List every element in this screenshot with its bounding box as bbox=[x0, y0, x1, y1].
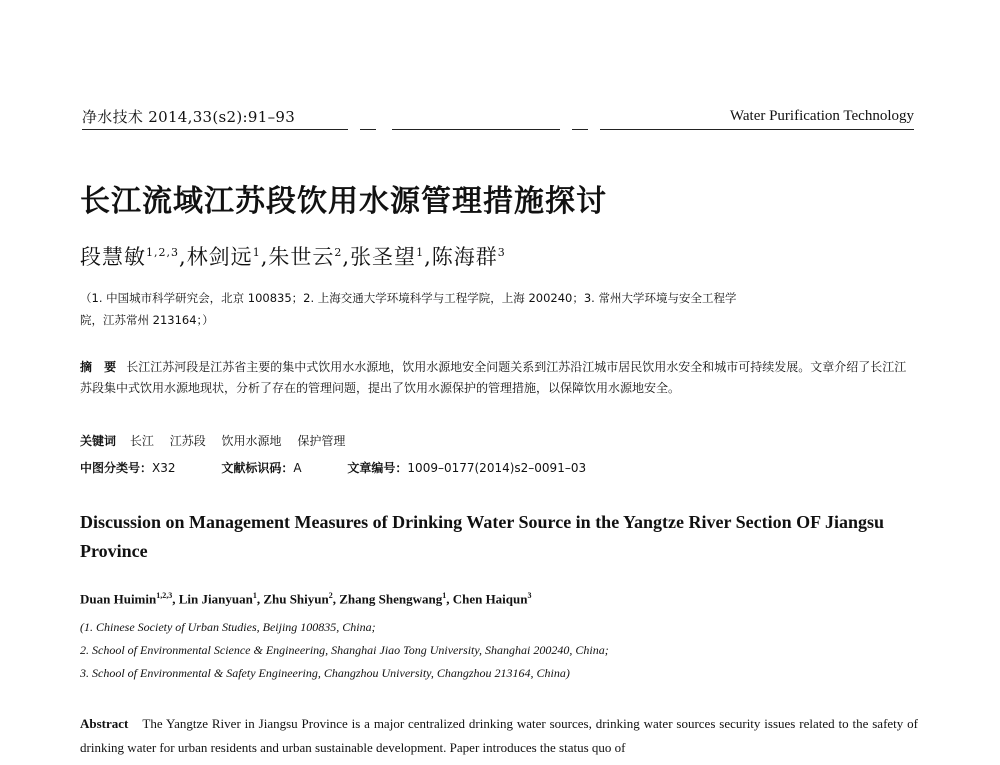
author-affil-ref: 1 bbox=[252, 246, 261, 259]
en-affiliation-line: 3. School of Environmental & Safety Engineering, Changzhou University, Changzhou 213164, China) bbox=[80, 666, 570, 680]
cn-title: 长江流域江苏段饮用水源管理措施探讨 bbox=[80, 184, 607, 219]
clc-number bbox=[80, 459, 176, 476]
en-affiliations bbox=[80, 616, 609, 685]
author-name: 林剑远 bbox=[186, 245, 253, 269]
author-name: 段慧敏 bbox=[80, 245, 146, 269]
journal-header bbox=[82, 106, 914, 132]
header-rule-gap bbox=[560, 127, 572, 132]
cn-keywords-label: 关键词 bbox=[80, 434, 117, 448]
author-affil-ref: 2 bbox=[334, 246, 343, 259]
en-abstract-text: The Yangtze River in Jiangsu Province is a major centralized drinking water sources, drinking water sources security issues related to the safety of drinking water for urban residents and urban sustainable development. Paper introduces the status quo of bbox=[80, 716, 918, 755]
cn-abstract bbox=[80, 357, 918, 399]
article-number bbox=[347, 459, 586, 476]
en-affiliation-line: 2. School of Environmental Science & Engineering, Shanghai Jiao Tong University, Shanghai 200240, China; bbox=[80, 643, 609, 657]
cn-keywords bbox=[80, 432, 357, 449]
keyword: 饮用水源地 bbox=[221, 434, 282, 448]
en-affiliation-line: (1. Chinese Society of Urban Studies, Beijing 100835, China; bbox=[80, 620, 376, 634]
article-number-value: 1009–0177(2014)s2–0091–03 bbox=[407, 461, 587, 475]
header-rule-gap bbox=[376, 127, 392, 132]
cn-affiliation-line: 院，江苏常州 213164；） bbox=[80, 313, 214, 327]
cn-abstract-text: 长江江苏河段是江苏省主要的集中式饮用水水源地，饮用水源地安全问题关系到江苏沿江城市居民饮用水安全和城市可持续发展。文章介绍了长江江苏段集中式饮用水源地现状，分析了存在的管理问题，提出了饮用水源保护的管理措施，以保障饮用水源地安全。 bbox=[80, 360, 907, 395]
journal-name: Water Purification Technology bbox=[729, 108, 914, 124]
keyword: 江苏段 bbox=[169, 434, 206, 448]
cn-authors: 段慧敏$^{1,2,3}$,林剑远$^1$,朱世云$^2$,张圣望$^1$,陈海群$^3$ bbox=[80, 245, 506, 269]
author-name: Chen Haiqun bbox=[452, 591, 528, 607]
keyword: 长江 bbox=[129, 434, 154, 448]
doc-code bbox=[221, 459, 301, 476]
doc-code-label: 文献标识码： bbox=[221, 461, 294, 475]
keyword: 保护管理 bbox=[297, 434, 346, 448]
clc-label: 中图分类号： bbox=[80, 461, 153, 475]
author-name: Zhang Shengwang bbox=[339, 591, 443, 607]
en-abstract bbox=[80, 712, 918, 760]
author-affil-ref: 1,2,3 bbox=[146, 246, 179, 259]
author-name: 陈海群 bbox=[431, 245, 498, 269]
cn-affiliation-line: （1. 中国城市科学研究会，北京 100835；2. 上海交通大学环境科学与工程学院，上海 200240；3. 常州大学环境与安全工程学 bbox=[80, 291, 737, 305]
cn-classification bbox=[80, 459, 628, 476]
journal-citation: 净水技术 2014,33(s2):91–93 bbox=[82, 108, 296, 126]
author-affil-ref: 1 bbox=[252, 591, 257, 600]
author-name: Duan Huimin bbox=[80, 591, 157, 607]
doc-code-value: A bbox=[293, 461, 302, 475]
author-name: 张圣望 bbox=[350, 245, 417, 269]
header-rule-gap bbox=[588, 127, 600, 132]
en-title: Discussion on Management Measures of Drinking Water Source in the Yangtze River Section OF Jiangsu Province bbox=[80, 512, 885, 561]
author-name: Zhu Shiyun bbox=[263, 591, 329, 607]
clc-value: X32 bbox=[152, 461, 176, 475]
author-affil-ref: 3 bbox=[497, 246, 506, 259]
cn-affiliations bbox=[80, 287, 918, 331]
en-authors: Duan Huimin$^{1,2,3}$, Lin Jianyuan$^1$, Zhu Shiyun$^2$, Zhang Shengwang$^1$, Chen Haiqun$^3$ bbox=[80, 591, 532, 607]
author-affil-ref: 3 bbox=[527, 591, 532, 600]
author-name: Lin Jianyuan bbox=[178, 591, 253, 607]
cn-abstract-label: 摘 要 bbox=[80, 360, 121, 374]
author-affil-ref: 2 bbox=[328, 591, 333, 600]
en-abstract-label: Abstract bbox=[80, 716, 129, 731]
header-rule-gap bbox=[348, 127, 360, 132]
author-affil-ref: 1,2,3 bbox=[156, 591, 173, 600]
author-affil-ref: 1 bbox=[442, 591, 447, 600]
header-rule bbox=[82, 129, 914, 130]
article-number-label: 文章编号： bbox=[347, 461, 408, 475]
author-name: 朱世云 bbox=[268, 245, 335, 269]
author-affil-ref: 1 bbox=[416, 246, 425, 259]
